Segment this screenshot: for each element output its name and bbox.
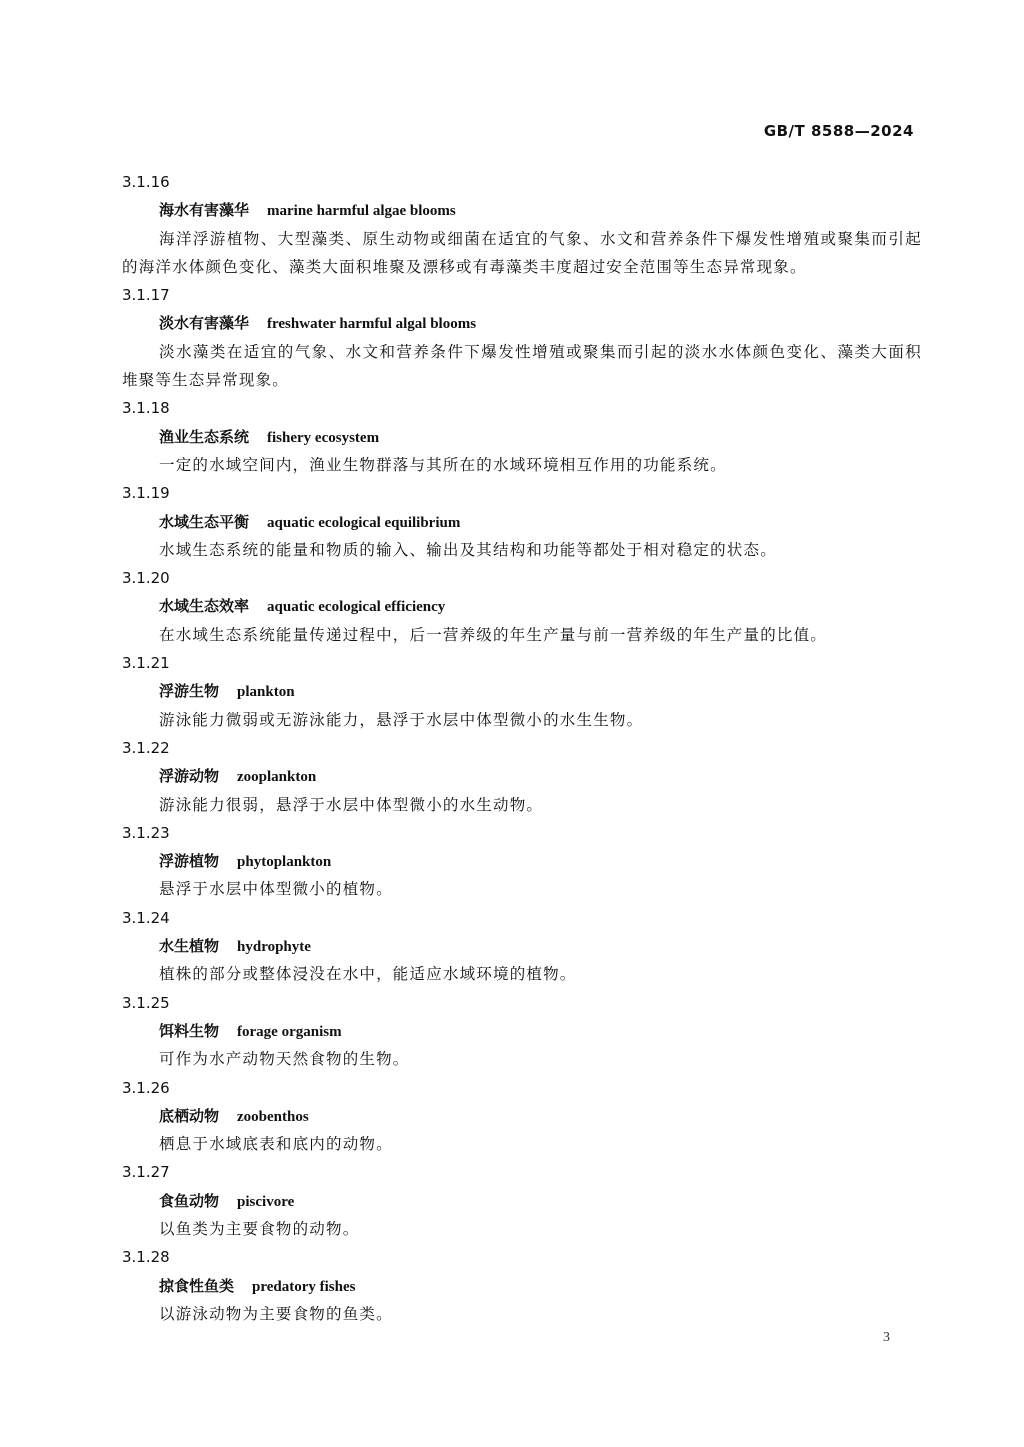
term-line bbox=[122, 1272, 922, 1300]
term-entry bbox=[122, 904, 922, 989]
term-english: marine harmful algae blooms bbox=[267, 203, 456, 220]
term-line bbox=[122, 423, 922, 451]
term-chinese: 浮游生物 bbox=[159, 682, 220, 701]
entry-number: 3.1.26 bbox=[122, 1078, 170, 1097]
term-definition: 游泳能力很弱，悬浮于水层中体型微小的水生动物。 bbox=[159, 795, 544, 814]
term-entry bbox=[122, 564, 922, 649]
term-english: aquatic ecological efficiency bbox=[267, 599, 446, 616]
term-entry bbox=[122, 479, 922, 564]
term-line bbox=[122, 1102, 922, 1130]
term-definition: 可作为水产动物天然食物的生物。 bbox=[159, 1050, 410, 1069]
term-entry bbox=[122, 734, 922, 819]
term-chinese: 浮游动物 bbox=[159, 767, 220, 786]
term-english: zoobenthos bbox=[237, 1108, 309, 1125]
term-definition: 以鱼类为主要食物的动物。 bbox=[159, 1219, 360, 1238]
term-entry bbox=[122, 394, 922, 479]
term-english: zooplankton bbox=[237, 769, 317, 786]
term-entry bbox=[122, 168, 922, 281]
term-line bbox=[122, 932, 922, 960]
term-chinese: 浮游植物 bbox=[159, 852, 220, 871]
term-english: phytoplankton bbox=[237, 854, 332, 871]
entry-number: 3.1.23 bbox=[122, 823, 170, 842]
term-chinese: 海水有害藻华 bbox=[159, 201, 250, 220]
term-line bbox=[122, 196, 922, 224]
term-entries bbox=[122, 168, 922, 1328]
term-line bbox=[122, 847, 922, 875]
term-chinese: 水域生态效率 bbox=[159, 597, 250, 616]
term-chinese: 水域生态平衡 bbox=[159, 512, 250, 531]
term-chinese: 掠食性鱼类 bbox=[159, 1276, 235, 1295]
term-line bbox=[122, 508, 922, 536]
term-chinese: 淡水有害藻华 bbox=[159, 314, 250, 333]
term-english: forage organism bbox=[237, 1023, 342, 1040]
entry-number: 3.1.24 bbox=[122, 908, 170, 927]
term-chinese: 底栖动物 bbox=[159, 1106, 220, 1125]
term-definition: 一定的水域空间内，渔业生物群落与其所在的水域环境相互作用的功能系统。 bbox=[159, 455, 727, 474]
entry-number: 3.1.18 bbox=[122, 399, 170, 418]
entry-number: 3.1.20 bbox=[122, 569, 170, 588]
page-number: 3 bbox=[883, 1330, 890, 1345]
term-definition: 以游泳动物为主要食物的鱼类。 bbox=[159, 1304, 393, 1323]
term-english: hydrophyte bbox=[237, 939, 311, 956]
term-line bbox=[122, 677, 922, 705]
term-definition: 海洋浮游植物、大型藻类、原生动物或细菌在适宜的气象、水文和营养条件下爆发性增殖或聚集而引起的海洋水体颜色变化、藻类大面积堆聚及漂移或有毒藻类丰度超过安全范围等生态异常现象。 bbox=[122, 229, 922, 276]
term-line bbox=[122, 1187, 922, 1215]
term-entry bbox=[122, 819, 922, 904]
term-entry bbox=[122, 1243, 922, 1328]
term-entry bbox=[122, 1074, 922, 1159]
term-english: fishery ecosystem bbox=[267, 429, 380, 446]
term-line bbox=[122, 1017, 922, 1045]
term-definition: 淡水藻类在适宜的气象、水文和营养条件下爆发性增殖或聚集而引起的淡水水体颜色变化、藻类大面积堆聚等生态异常现象。 bbox=[122, 342, 922, 390]
term-definition: 栖息于水域底表和底内的动物。 bbox=[159, 1135, 393, 1154]
entry-number: 3.1.16 bbox=[122, 173, 170, 191]
term-chinese: 渔业生态系统 bbox=[159, 427, 250, 446]
term-definition: 游泳能力微弱或无游泳能力，悬浮于水层中体型微小的水生生物。 bbox=[159, 710, 644, 729]
term-entry bbox=[122, 281, 922, 394]
term-entry bbox=[122, 1158, 922, 1243]
term-line bbox=[122, 762, 922, 790]
term-definition: 水域生态系统的能量和物质的输入、输出及其结构和功能等都处于相对稳定的状态。 bbox=[159, 540, 777, 559]
term-english: plankton bbox=[237, 684, 295, 701]
term-definition: 悬浮于水层中体型微小的植物。 bbox=[159, 880, 393, 899]
entry-number: 3.1.19 bbox=[122, 484, 170, 503]
entry-number: 3.1.25 bbox=[122, 993, 170, 1012]
term-chinese: 饵料生物 bbox=[159, 1021, 220, 1040]
entry-number: 3.1.17 bbox=[122, 286, 170, 305]
term-line bbox=[122, 592, 922, 620]
term-english: aquatic ecological equilibrium bbox=[267, 514, 461, 531]
term-english: predatory fishes bbox=[252, 1278, 356, 1295]
entry-number: 3.1.22 bbox=[122, 738, 170, 757]
term-chinese: 食鱼动物 bbox=[159, 1191, 220, 1210]
entry-number: 3.1.27 bbox=[122, 1163, 170, 1182]
term-entry bbox=[122, 649, 922, 734]
entry-number: 3.1.28 bbox=[122, 1248, 170, 1267]
entry-number: 3.1.21 bbox=[122, 654, 170, 673]
term-english: piscivore bbox=[237, 1193, 295, 1210]
term-line bbox=[122, 309, 922, 337]
term-entry bbox=[122, 989, 922, 1074]
term-english: freshwater harmful algal blooms bbox=[267, 316, 477, 333]
term-definition: 在水域生态系统能量传递过程中，后一营养级的年生产量与前一营养级的年生产量的比值。 bbox=[159, 625, 828, 644]
term-chinese: 水生植物 bbox=[159, 937, 220, 956]
term-definition: 植株的部分或整体浸没在水中，能适应水域环境的植物。 bbox=[159, 965, 577, 984]
standard-code: GB/T 8588—2024 bbox=[763, 122, 914, 140]
